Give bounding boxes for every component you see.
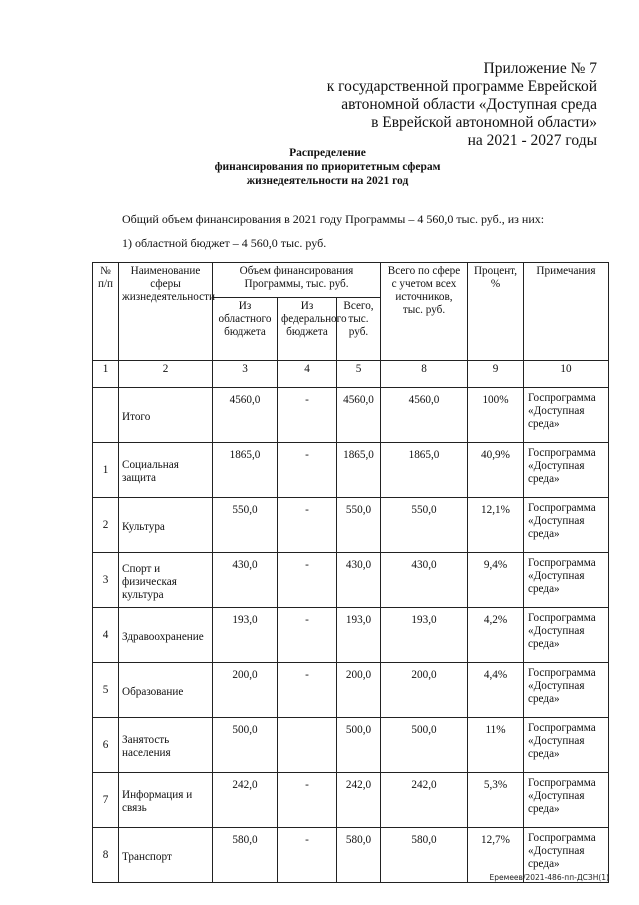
total-value: 242,0 [337,773,381,828]
column-number: 1 [93,361,119,388]
row-number: 3 [93,553,119,608]
note-text: Госпрограмма «Доступная среда» [524,553,609,608]
note-text: Госпрограмма «Доступная среда» [524,443,609,498]
sphere-name: Занятость населения [119,718,213,773]
title-line: жизнедеятельности на 2021 год [246,175,409,187]
federal-budget-value: - [278,553,337,608]
header-federal: Из федерального бюджета [278,298,337,361]
regional-budget-value: 200,0 [213,663,278,718]
sphere-name: Спорт и физическая культура [119,553,213,608]
regional-budget-value: 242,0 [213,773,278,828]
header-all-sources: Всего по сфере с учетом всех источников, тыс. руб. [381,263,468,361]
all-sources-value: 4560,0 [381,388,468,443]
all-sources-value: 1865,0 [381,443,468,498]
all-sources-value: 580,0 [381,828,468,883]
all-sources-value: 550,0 [381,498,468,553]
total-value: 200,0 [337,663,381,718]
sphere-name: Информация и связь [119,773,213,828]
all-sources-value: 242,0 [381,773,468,828]
appendix-line: к государственной программе Еврейской [326,78,597,95]
header-regional: Из областного бюджета [213,298,278,361]
row-number: 7 [93,773,119,828]
appendix-line: автономной области «Доступная среда [341,96,597,113]
note-text: Госпрограмма «Доступная среда» [524,663,609,718]
percent-value: 12,1% [468,498,524,553]
appendix-line: Приложение № 7 [483,60,597,77]
regional-budget-value: 580,0 [213,828,278,883]
sphere-name: Итого [119,388,213,443]
table-row [93,718,609,773]
header-name: Наименование сферы жизнедеятельности [119,263,213,361]
sphere-name: Культура [119,498,213,553]
total-value: 193,0 [337,608,381,663]
regional-budget-value: 550,0 [213,498,278,553]
table-row [93,498,609,553]
column-number: 4 [278,361,337,388]
table-row [93,553,609,608]
federal-budget-value: - [278,498,337,553]
percent-value: 4,2% [468,608,524,663]
percent-value: 9,4% [468,553,524,608]
percent-value: 40,9% [468,443,524,498]
regional-budget-value: 430,0 [213,553,278,608]
column-number: 2 [119,361,213,388]
all-sources-value: 193,0 [381,608,468,663]
federal-budget-value: - [278,828,337,883]
note-text: Госпрограмма «Доступная среда» [524,388,609,443]
row-number: 8 [93,828,119,883]
appendix-line: на 2021 - 2027 годы [467,132,597,149]
percent-value: 11% [468,718,524,773]
total-value: 1865,0 [337,443,381,498]
table-row [93,388,609,443]
row-number [93,388,119,443]
percent-value: 12,7% [468,828,524,883]
percent-value: 4,4% [468,663,524,718]
total-value: 500,0 [337,718,381,773]
table-row [93,773,609,828]
document-footer-code: Еремеев/2021-486-пп-ДСЗН(1) [489,873,609,882]
all-sources-value: 430,0 [381,553,468,608]
federal-budget-value: - [278,608,337,663]
total-value: 550,0 [337,498,381,553]
note-text: Госпрограмма «Доступная среда» [524,718,609,773]
row-number: 2 [93,498,119,553]
regional-budget-text: 1) областной бюджет – 4 560,0 тыс. руб. [122,236,327,250]
note-text: Госпрограмма «Доступная среда» [524,828,609,883]
note-text: Госпрограмма «Доступная среда» [524,608,609,663]
header-notes: Примечания [524,263,609,361]
column-number-row [93,361,609,388]
federal-budget-value: - [278,443,337,498]
total-value: 4560,0 [337,388,381,443]
row-number: 4 [93,608,119,663]
title-line: Распределение [289,147,366,159]
appendix-line: в Еврейской автономной области» [371,114,597,131]
regional-budget-value: 1865,0 [213,443,278,498]
table-row [93,663,609,718]
all-sources-value: 500,0 [381,718,468,773]
sphere-name: Образование [119,663,213,718]
title-line: финансирования по приоритетным сферам [214,161,441,173]
column-number: 9 [468,361,524,388]
row-number: 6 [93,718,119,773]
row-number: 1 [93,443,119,498]
federal-budget-value: - [278,773,337,828]
distribution-title [0,146,639,188]
regional-budget-value: 193,0 [213,608,278,663]
federal-budget-value: - [278,388,337,443]
header-total: Всего, тыс. руб. [337,298,381,361]
sphere-name: Здравоохранение [119,608,213,663]
sphere-name: Социальная защита [119,443,213,498]
percent-value: 5,3% [468,773,524,828]
percent-value: 100% [468,388,524,443]
column-number: 10 [524,361,609,388]
header-num: № п/п [93,263,119,361]
note-text: Госпрограмма «Доступная среда» [524,773,609,828]
appendix-header [327,60,597,150]
header-volume: Объем финансирования Программы, тыс. руб. [213,263,381,298]
sphere-name: Транспорт [119,828,213,883]
row-number: 5 [93,663,119,718]
total-value: 430,0 [337,553,381,608]
federal-budget-value [278,718,337,773]
table-row [93,443,609,498]
total-financing-text: Общий объем финансирования в 2021 году Программы – 4 560,0 тыс. руб., из них: [122,212,545,226]
financing-table [92,262,609,883]
total-value: 580,0 [337,828,381,883]
federal-budget-value: - [278,663,337,718]
all-sources-value: 200,0 [381,663,468,718]
note-text: Госпрограмма «Доступная среда» [524,498,609,553]
column-number: 5 [337,361,381,388]
column-number: 3 [213,361,278,388]
column-number: 8 [381,361,468,388]
header-percent: Процент, % [468,263,524,361]
regional-budget-value: 500,0 [213,718,278,773]
table-row [93,608,609,663]
regional-budget-value: 4560,0 [213,388,278,443]
